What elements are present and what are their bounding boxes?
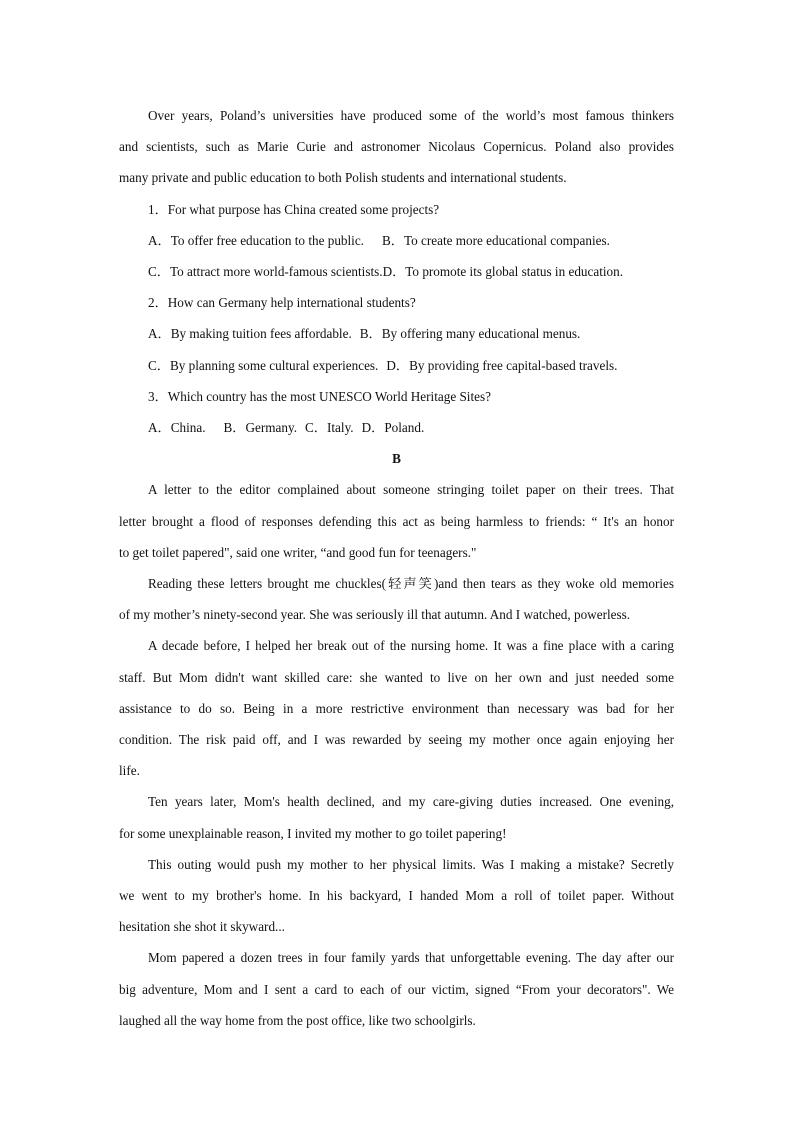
text-line: laughed all the way home from the post office, like two schoolgirls. — [119, 1012, 476, 1028]
passage-b-paragraph-2 — [119, 568, 674, 630]
text-line: A decade before, I helped her break out of the nursing home. It was a fine place with a caring — [148, 638, 674, 654]
text-line: hesitation she shot it skyward... — [119, 919, 285, 935]
option-c: C．By planning some cultural experiences. — [148, 357, 379, 373]
text-line: Reading these letters brought me chuckles(轻声笑)and then tears as they woke old memories — [148, 576, 674, 592]
option-b: B．To create more educational companies. — [381, 232, 610, 248]
text-line: life. — [119, 763, 140, 779]
option-line — [119, 256, 674, 287]
text-line: to get toilet papered", said one writer, “and good fun for teenagers." — [119, 544, 477, 560]
passage-b-paragraph-3 — [119, 630, 674, 786]
text-line: many private and public education to both Polish students and international students. — [119, 170, 567, 186]
text-line: letter brought a flood of responses defending this act as being harmless to friends: “ It's an honor — [119, 513, 674, 529]
text-line: of my mother’s ninety-second year. She was seriously ill that autumn. And I watched, powerless. — [119, 607, 631, 623]
option-c: C．Italy. — [305, 420, 354, 436]
question-stem: 3．Which country has the most UNESCO World Heritage Sites? — [148, 388, 491, 404]
text-line: assistance to do so. Being in a more restrictive environment than necessary was bad for her — [119, 700, 674, 716]
text-line: Over years, Poland’s universities have produced some of the world’s most famous thinkers — [148, 108, 674, 123]
text-line: condition. The risk paid off, and I was rewarded by seeing my mother once again enjoying her — [119, 732, 674, 748]
option-line — [119, 350, 674, 381]
section-title: B — [392, 451, 401, 467]
option-d: D．Poland. — [361, 420, 425, 436]
option-a: A．To offer free education to the public. — [148, 232, 364, 248]
question-stem: 1．For what purpose has China created some projects? — [148, 201, 440, 217]
option-b: B．Germany. — [223, 420, 298, 436]
option-c: C．To attract more world-famous scientists. — [148, 264, 383, 280]
option-d: D．By providing free capital-based travels. — [386, 357, 618, 373]
document-page — [119, 100, 674, 1036]
option-line — [119, 412, 674, 443]
text-line: A letter to the editor complained about someone stringing toilet paper on their trees. That — [148, 482, 674, 498]
text-line: and scientists, such as Marie Curie and astronomer Nicolaus Copernicus. Poland also provides — [119, 139, 674, 155]
text-line: Mom papered a dozen trees in four family yards that unforgettable evening. The day after our — [148, 950, 674, 966]
text-line: Ten years later, Mom's health declined, and my care-giving duties increased. One evening, — [148, 794, 674, 810]
passage-a-paragraph — [119, 100, 674, 194]
passage-b-paragraph-4 — [119, 786, 674, 848]
option-b: B．By offering many educational menus. — [359, 326, 581, 342]
option-a: A．By making tuition fees affordable. — [148, 326, 352, 342]
option-a: A．China. — [148, 420, 206, 436]
passage-b-paragraph-5 — [119, 849, 674, 943]
option-line — [119, 225, 674, 256]
text-line: big adventure, Mom and I sent a card to each of our victim, signed “From your decorators". We — [119, 981, 674, 997]
option-line — [119, 318, 674, 349]
passage-b-paragraph-6 — [119, 942, 674, 1036]
text-line: for some unexplainable reason, I invited my mother to go toilet papering! — [119, 825, 507, 841]
text-line: staff. But Mom didn't want skilled care: she wanted to live on her own and just needed some — [119, 669, 674, 685]
question-stem: 2．How can Germany help international students? — [148, 295, 416, 311]
text-line: This outing would push my mother to her physical limits. Was I making a mistake? Secretly — [148, 856, 674, 872]
option-d: D．To promote its global status in education. — [382, 264, 624, 280]
passage-b-paragraph-1 — [119, 474, 674, 568]
text-line: we went to my brother's home. In his backyard, I handed Mom a roll of toilet paper. Without — [119, 888, 674, 904]
